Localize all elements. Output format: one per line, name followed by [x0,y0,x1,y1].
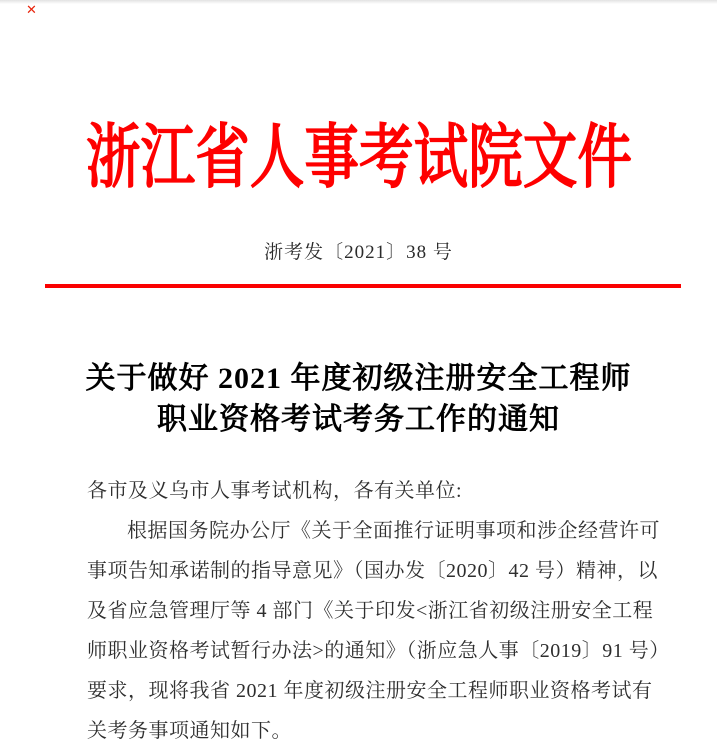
notice-title-line2: 职业资格考试考务工作的通知 [157,403,560,436]
broken-image-icon: ✕ [26,3,37,18]
paragraph-line: 事项告知承诺制的指导意见》（国办发〔2020〕42 号）精神，以 [87,560,658,582]
paragraph-line: 要求，现将我省 2021 年度初级注册安全工程师职业资格考试有 [87,680,653,702]
paragraph-line: 根据国务院办公厅《关于全面推行证明事项和涉企经营许可 [127,520,660,542]
notice-body [87,471,670,751]
agency-title [0,120,717,197]
doc-number: 浙考发〔2021〕38 号 [264,242,453,263]
agency-title-text: 浙江省人事考试院文件 [85,120,632,197]
paragraph-line: 关考务事项通知如下。 [87,720,292,742]
notice-title-line1: 关于做好 2021 年度初级注册安全工程师 [85,362,632,395]
paragraph-line: 及省应急管理厅等 4 部门《关于印发<浙江省初级注册安全工程 [87,600,654,622]
top-edge-shadow [0,0,717,4]
salutation: 各市及义乌市人事考试机构，各有关单位: [87,480,463,502]
notice-title [0,358,717,440]
paragraph-line: 师职业资格考试暂行办法>的通知》（浙应急人事〔2019〕91 号） [87,640,670,662]
red-divider-line [45,284,681,288]
